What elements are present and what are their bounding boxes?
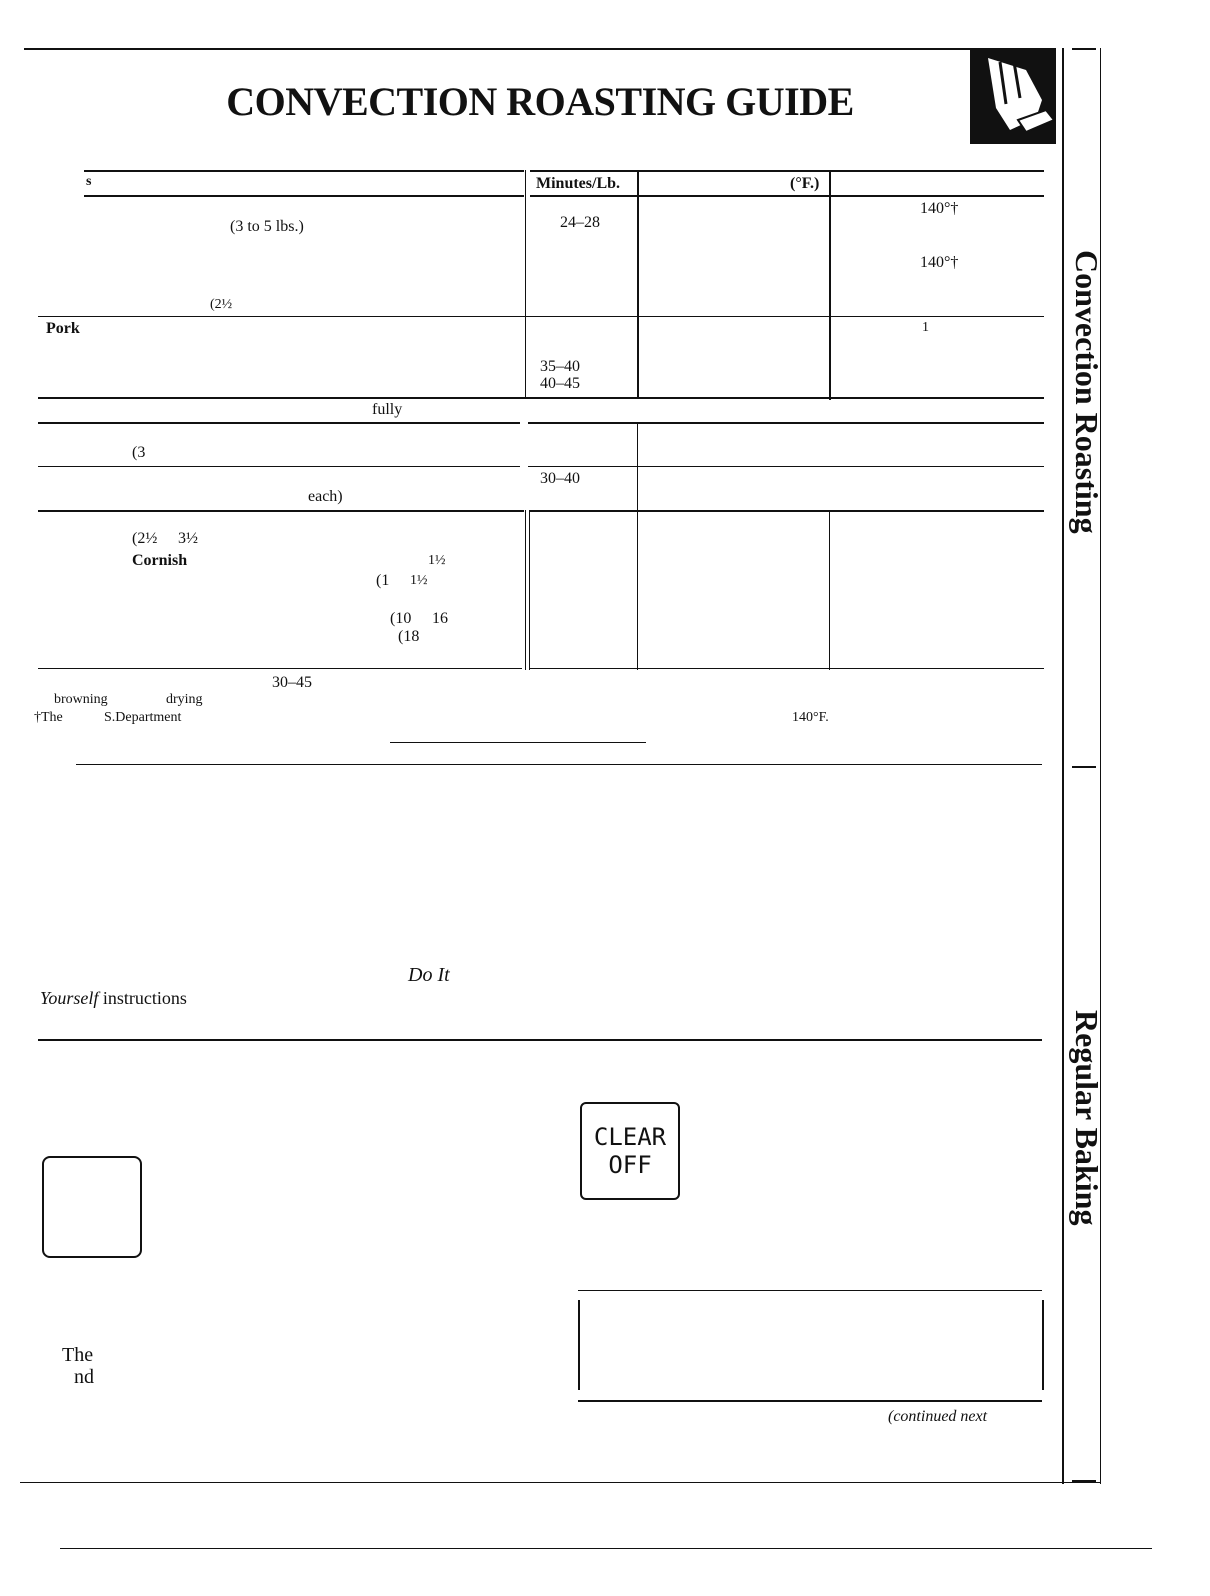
control-pad-button[interactable]: [42, 1156, 142, 1258]
hand-pressing-button-icon: [970, 48, 1056, 144]
table-cell: 3½: [178, 530, 198, 547]
table-cell-pork: Pork: [46, 320, 80, 337]
table-divider: [637, 170, 639, 398]
table-rule: [38, 466, 520, 467]
table-cell: fully: [372, 401, 403, 418]
clear-off-label-1: CLEAR: [593, 1123, 667, 1151]
table-rule: [530, 170, 1044, 172]
side-tab-regular-baking: Regular Baking: [1069, 1010, 1105, 1226]
table-rule: [38, 510, 524, 512]
bottom-rule: [20, 1482, 1100, 1483]
table-divider: [525, 170, 526, 398]
table-cell: 30–40: [540, 470, 580, 487]
table-divider: [829, 370, 831, 400]
table-divider: [829, 170, 831, 398]
footnote-fragment: 30–45: [272, 674, 312, 691]
table-cell: 140°†: [920, 254, 959, 271]
table-cell: 1½: [428, 553, 446, 568]
table-rule: [528, 422, 1044, 424]
table-cell: 35–40: [540, 358, 580, 375]
text-fragment: The: [62, 1344, 94, 1366]
table-rule: [38, 397, 1044, 399]
table-cell: (2½: [132, 530, 158, 547]
table-cell: (3 to 5 lbs.): [230, 218, 304, 235]
header-minutes-per-lb: Minutes/Lb.: [536, 175, 621, 192]
table-cell: (10: [390, 610, 412, 627]
text-yourself: Yourself: [40, 988, 99, 1008]
bottom-rule: [60, 1548, 1152, 1549]
text-do-it: Do It: [408, 964, 450, 986]
table-cell: 1: [922, 320, 929, 335]
clear-off-label-2: OFF: [608, 1151, 652, 1179]
table-divider: [529, 510, 530, 670]
continued-note: (continued next: [888, 1408, 988, 1425]
text-instructions-line: [40, 988, 187, 1009]
note-box-top: [578, 1290, 1042, 1291]
side-tick-mid: [1072, 766, 1096, 768]
section-rule: [76, 764, 1042, 765]
side-rule: [1062, 48, 1064, 1484]
table-cell: (18: [398, 628, 420, 645]
text-instructions: instructions: [102, 988, 187, 1008]
note-box-bottom: [578, 1400, 1042, 1402]
side-tab-convection-roasting: Convection Roasting: [1069, 250, 1105, 534]
table-cell: (2½: [210, 297, 233, 312]
table-rule: [530, 668, 1044, 669]
footnote-fragment: browning: [54, 692, 108, 707]
table-cell: 40–45: [540, 375, 580, 392]
footnote-fragment: †The: [34, 710, 63, 725]
page-title: CONVECTION ROASTING GUIDE: [226, 79, 854, 124]
table-rule: [528, 466, 1044, 467]
top-rule: [24, 48, 1054, 50]
table-divider: [525, 510, 526, 670]
table-cell: 140°†: [920, 200, 959, 217]
table-rule: [84, 170, 524, 172]
header-temp-unit: (°F.): [790, 175, 820, 192]
footnote-fragment: S.Department: [104, 710, 182, 725]
table-rule: [38, 316, 1044, 317]
short-rule: [390, 742, 646, 743]
header-fragment: s: [86, 174, 92, 189]
table-divider: [637, 422, 638, 670]
table-rule: [38, 422, 520, 424]
note-box: [578, 1300, 1044, 1390]
side-tick-top: [1072, 48, 1096, 50]
table-cell: 16: [432, 610, 448, 627]
table-cell: (3: [132, 444, 146, 461]
table-cell: each): [308, 488, 343, 505]
table-rule: [38, 668, 522, 669]
text-fragment: nd: [74, 1366, 94, 1388]
section-rule: [38, 1039, 1042, 1041]
table-rule: [84, 195, 524, 197]
table-cell-cornish: Cornish: [132, 552, 188, 569]
footnote-fragment: 140°F.: [792, 710, 829, 725]
table-rule: [530, 510, 1044, 512]
footnote-fragment: drying: [166, 692, 203, 707]
clear-off-button[interactable]: [580, 1102, 680, 1200]
table-rule: [530, 195, 1044, 197]
table-cell: 1½: [410, 573, 428, 588]
table-cell: 24–28: [560, 214, 600, 231]
table-divider: [829, 510, 830, 670]
table-cell: (1: [376, 572, 390, 589]
